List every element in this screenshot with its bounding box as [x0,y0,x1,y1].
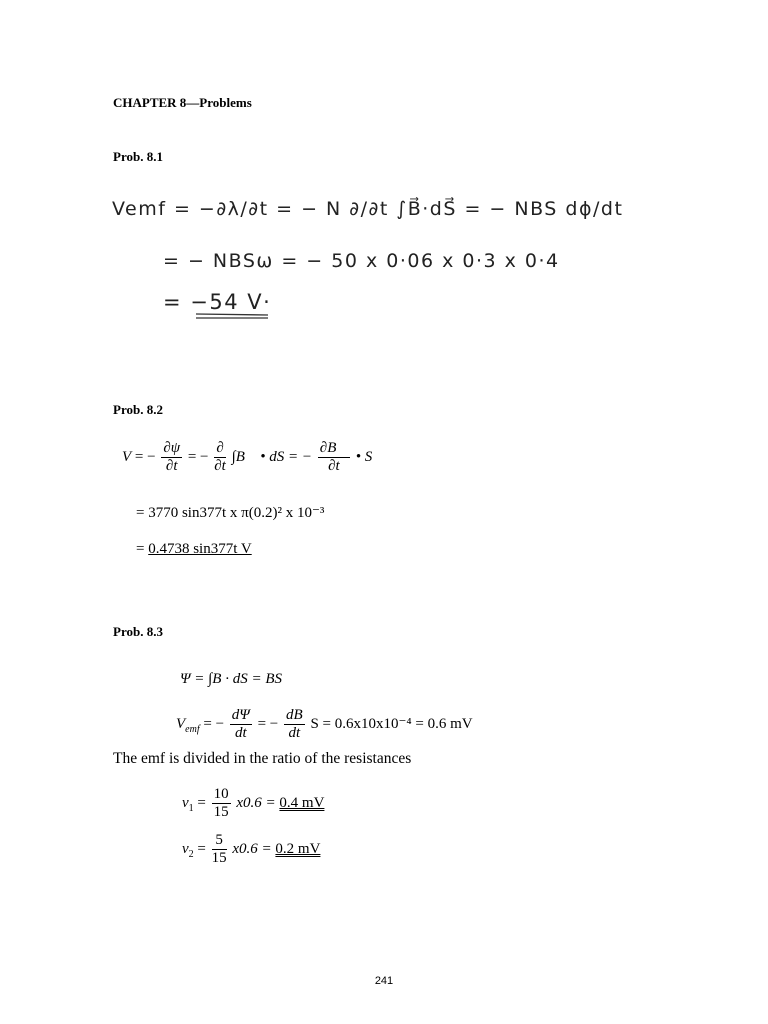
prob-8-2-equation [122,440,372,475]
eq-lhs-subscript: emf [185,723,200,735]
prob-8-2-line-2: = 3770 sin377t x π(0.2)² x 10⁻³ [136,505,325,521]
fraction-dpsi-dt [161,440,182,475]
fraction-dB-dt [318,440,350,475]
fraction-numerator: 5 [212,832,227,850]
prob-8-3-v1-result: 0.4 mV [279,794,325,811]
fraction-denominator: dt [288,725,301,741]
eq-lhs: v [182,794,189,811]
fraction-5-15 [212,832,227,867]
fraction-numerator: dΨ [231,707,250,723]
eq-mult: x0.6 = [236,794,276,811]
eq-op: = − [187,448,209,465]
prob-8-2-heading: Prob. 8.2 [113,402,163,417]
prob-8-3-v2-equation [182,832,320,867]
fraction-denominator: dt [234,725,247,741]
eq-end: S = 0.6x10x10⁻⁴ = 0.6 mV [310,715,473,732]
eq-op: = [197,794,206,811]
fraction-dPsi-dt [230,707,252,742]
eq-lhs: V [176,715,186,732]
fraction-10-15 [212,786,231,821]
fraction-denominator: ∂t [328,458,340,474]
eq-lhs: V [122,448,132,465]
eq-op: = − [257,715,279,732]
fraction-d-dt [214,440,226,475]
fraction-numerator: ∂ [214,440,226,458]
prob-8-1-heading: Prob. 8.1 [113,149,163,164]
prob-8-3-v2-result: 0.2 mV [275,840,321,857]
fraction-numerator: ∂B⃗ [319,440,349,456]
prob-8-3-explanation-text: The emf is divided in the ratio of the resistances [113,750,412,767]
prob-8-2-result: 0.4738 sin377t V [148,541,252,557]
eq-mult: x0.6 = [232,840,272,857]
prob-8-3-emf-equation [176,707,473,742]
fraction-denominator: ∂t [214,458,226,474]
fraction-numerator: 10 [213,786,229,802]
prob-8-3-flux-line: Ψ = ∫B · dS = BS [180,671,282,687]
page-number: 241 [374,975,394,987]
eq-op: = [197,840,206,857]
eq-op: = − [203,715,225,732]
eq-end: • S [355,448,373,465]
eq-integral: ∫B⃗ • dS = − [231,448,313,465]
fraction-numerator: dB [286,707,303,723]
chapter-title: CHAPTER 8—Problems [113,95,252,110]
fraction-dB-dt [284,707,305,742]
line-prefix: = [136,541,149,557]
fraction-numerator: ∂ψ [163,440,181,456]
prob-8-3-heading: Prob. 8.3 [113,624,163,639]
fraction-denominator: 15 [211,850,227,866]
prob-8-1-handwritten-line-3: = −54 V· [163,290,272,314]
prob-8-1-handwritten-line-2: = − NBSω = − 50 x 0·06 x 0·3 x 0·4 [163,250,560,272]
prob-8-3-v1-equation [182,786,324,821]
eq-op: = − [134,448,156,465]
fraction-denominator: ∂t [165,458,178,474]
eq-lhs-subscript: 1 [188,802,194,814]
eq-lhs: v [182,840,189,857]
eq-lhs-subscript: 2 [188,848,194,860]
fraction-denominator: 15 [213,804,229,820]
prob-8-1-handwritten-line-1: Vemf = −∂λ/∂t = − N ∂/∂t ∫B⃗·dS⃗ = − NBS dϕ/dt [112,198,624,220]
prob-8-2-line-3 [136,541,252,558]
